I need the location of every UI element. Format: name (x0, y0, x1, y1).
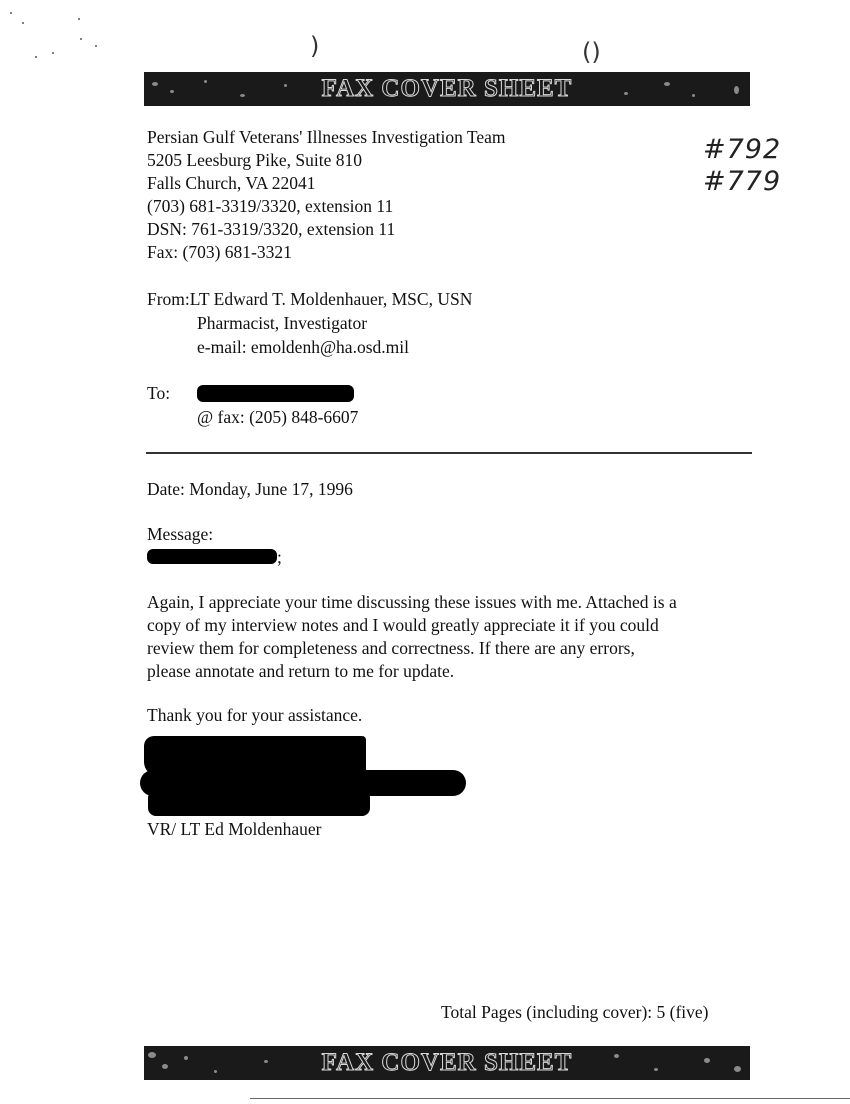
org-phone: (703) 681-3319/3320, extension 11 (147, 196, 394, 216)
org-fax: Fax: (703) 681-3321 (147, 242, 292, 262)
from-label: From: (147, 289, 190, 309)
message-body-line4: please annotate and return to me for update. (147, 661, 455, 681)
scan-speck (78, 18, 80, 20)
org-dsn: DSN: 761-3319/3320, extension 11 (147, 219, 396, 239)
thanks-line: Thank you for your assistance. (147, 705, 363, 725)
redacted-salutation (147, 549, 277, 564)
handwritten-number-1: #792 (703, 134, 782, 165)
message-body-line2: copy of my interview notes and I would greatly appreciate it if you could (147, 615, 659, 635)
salutation-suffix: ; (277, 547, 282, 567)
redacted-signature (148, 790, 370, 816)
message-label: Message: (147, 524, 214, 544)
signature-closing: VR/ LT Ed Moldenhauer (147, 819, 322, 839)
total-pages: Total Pages (including cover): 5 (five) (441, 1002, 709, 1022)
date-line: Date: Monday, June 17, 1996 (147, 479, 353, 499)
to-label: To: (147, 383, 171, 403)
scan-speck (10, 12, 12, 14)
org-name: Persian Gulf Veterans' Illnesses Investigation Team (147, 127, 506, 147)
divider-rule (146, 452, 752, 454)
scan-speck (95, 45, 97, 47)
org-address-line1: 5205 Leesburg Pike, Suite 810 (147, 150, 363, 170)
handwritten-number-2: #779 (703, 166, 782, 197)
scan-speck (80, 38, 82, 40)
scan-speck (35, 56, 37, 58)
from-line (147, 288, 472, 311)
header-banner (144, 72, 750, 106)
from-email: e-mail: emoldenh@ha.osd.mil (197, 337, 409, 357)
footer-banner (144, 1046, 750, 1080)
scan-edge-line (250, 1098, 850, 1099)
to-fax: @ fax: (205) 848-6607 (197, 407, 359, 427)
banner-title: FAX COVER SHEET (321, 75, 573, 102)
redacted-recipient (197, 385, 354, 402)
from-name: LT Edward T. Moldenhauer, MSC, USN (189, 289, 473, 309)
hole-punch-mark: (​) (582, 38, 601, 66)
footer-banner-title: FAX COVER SHEET (321, 1049, 573, 1076)
message-body-line3: review them for completeness and correctness. If there are any errors, (147, 638, 635, 658)
scan-speck (22, 22, 24, 24)
scan-speck (52, 52, 54, 54)
hole-punch-mark: ) (310, 32, 320, 60)
from-title: Pharmacist, Investigator (197, 313, 368, 333)
message-body-line1: Again, I appreciate your time discussing these issues with me. Attached is a (147, 592, 677, 612)
org-address-line2: Falls Church, VA 22041 (147, 173, 316, 193)
